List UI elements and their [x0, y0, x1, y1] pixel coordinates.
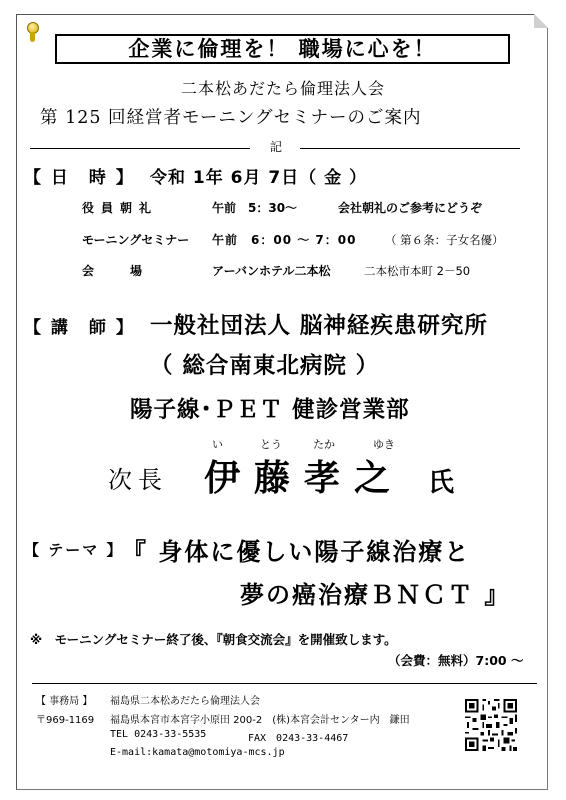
seminar-title: 第 125 回経営者モーニングセミナーのご案内 — [40, 108, 422, 128]
ki-mark: 記 — [270, 140, 283, 154]
qr-code — [463, 697, 519, 753]
ruby-taka: たか — [313, 438, 335, 451]
office-tel: TEL 0243-33-5535 — [110, 729, 207, 740]
organization-name: 二本松あだたら倫理法人会 — [180, 79, 385, 98]
theme-line2: 夢の癌治療ＢＮＣＴ 』 — [240, 581, 511, 609]
row-venue-address: 二本松市本町 2－50 — [364, 264, 471, 278]
lecturer-org-line1: 一般社団法人 脳神経疾患研究所 — [150, 313, 488, 339]
pushpin-needle — [30, 32, 35, 42]
lecturer-honorific: 氏 — [428, 468, 456, 498]
lecturer-name: 伊藤孝之 — [204, 458, 405, 499]
row-officer-note: 会社朝礼のご参考にどうぞ — [338, 201, 483, 215]
office-label: 【 事務局 】 — [36, 696, 93, 707]
lecturer-department: 陽子線･ＰＥＴ 健診営業部 — [130, 397, 410, 423]
lecturer-label: 【 講 師 】 — [24, 318, 135, 338]
office-email[interactable]: E-mail:kamata@motomiya-mcs.jp — [110, 747, 285, 758]
row-venue-label: 会 場 — [82, 264, 143, 278]
datetime-label: 【 日 時 】 — [24, 168, 135, 188]
lecturer-org-line2: （ 総合南東北病院 ） — [150, 353, 380, 379]
breakfast-fee: （会費：無料）7:00 ～ — [388, 653, 524, 668]
page-curl — [534, 14, 548, 28]
office-fax: FAX 0243-33-4467 — [248, 733, 349, 744]
theme-label: 【 テーマ 】 — [24, 541, 124, 559]
row-officer-label: 役員朝礼 — [82, 201, 159, 215]
row-officer-time: 午前 5：30～ — [212, 201, 298, 215]
event-date: 令和 1年 6月 7日（ 金 ） — [150, 168, 368, 188]
ruby-i: い — [212, 438, 223, 451]
row-seminar-label: モーニングセミナー — [82, 233, 190, 247]
ruby-tou: とう — [260, 438, 282, 451]
office-name: 福島県二本松あだたら倫理法人会 — [110, 696, 260, 707]
divider-right — [300, 148, 520, 149]
slogan-box: 企業に倫理を！ 職場に心を！ — [55, 34, 510, 64]
footer-divider — [32, 683, 537, 684]
row-venue-name: アーバンホテル二本松 — [212, 264, 331, 278]
lecturer-title: 次長 — [108, 466, 168, 494]
theme-line1: 『 身体に優しい陽子線治療と — [122, 538, 471, 566]
breakfast-notice: ※ モーニングセミナー終了後、『朝食交流会』を開催致します。 — [30, 632, 397, 647]
row-seminar-time: 午前 6：00 ～ 7：00 — [212, 233, 357, 247]
ruby-yuki: ゆき — [373, 438, 395, 451]
divider-left — [30, 148, 250, 149]
postal-code: 〒969-1169 — [36, 715, 95, 726]
row-seminar-note: （ 第６条：子女名優） — [385, 233, 504, 247]
office-address: 福島県本宮市本宮字小原田 200-2 (株)本宮会計センター内 鎌田 — [110, 715, 410, 726]
